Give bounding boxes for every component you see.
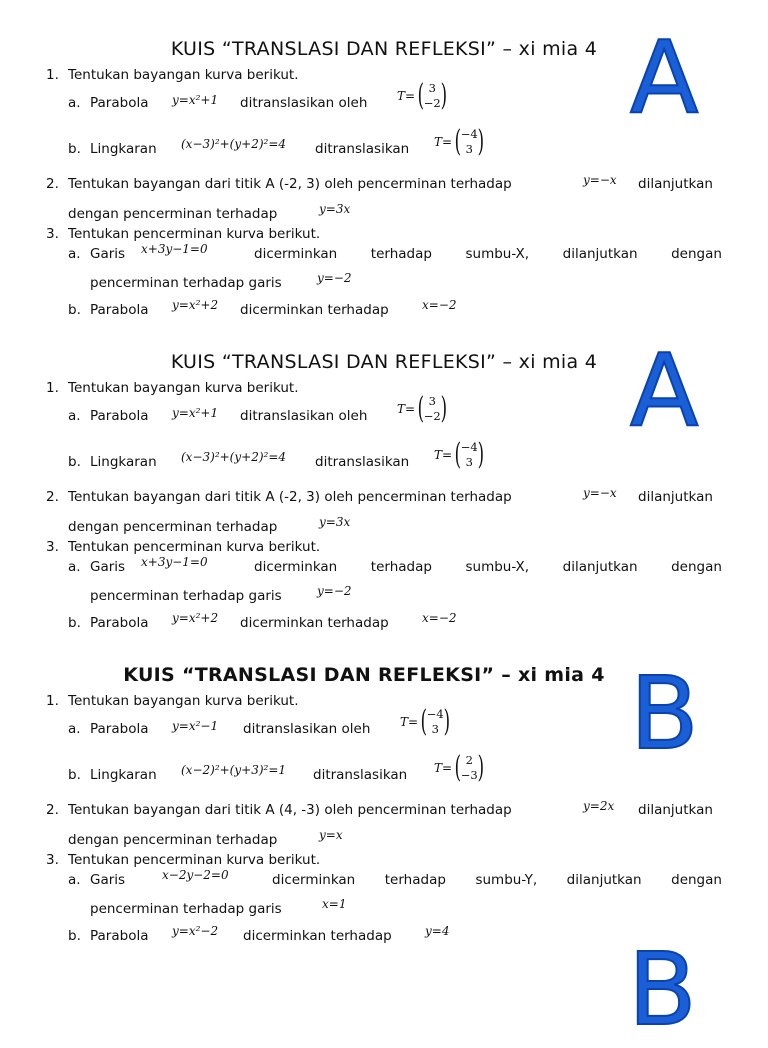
- vector-components: [424, 81, 441, 111]
- translation-vector: [434, 124, 486, 159]
- math-expression: (x−2)²+(y+3)²=1: [181, 763, 287, 777]
- item-action: ditranslasikan oleh: [240, 408, 368, 424]
- vector-top: 2: [465, 753, 473, 767]
- paren-right: ): [440, 78, 447, 113]
- item-label: Parabola: [90, 615, 149, 631]
- item-letter: a.: [68, 408, 81, 424]
- item-letter: b.: [68, 615, 81, 631]
- question-number: 3.: [46, 539, 59, 555]
- math-expression: y=−x: [583, 486, 617, 500]
- word: sumbu-Y,: [475, 872, 538, 888]
- question-text: dilanjutkan: [638, 489, 713, 505]
- math-expression: y=−2: [317, 584, 352, 598]
- question-text: pencerminan terhadap garis: [90, 901, 282, 917]
- word: dicerminkan: [254, 246, 338, 262]
- paren-right: ): [477, 437, 484, 472]
- vector-top: 3: [428, 81, 436, 95]
- math-expression: y=x²+1: [172, 93, 219, 107]
- word: sumbu-X,: [465, 559, 530, 575]
- question-number: 2.: [46, 489, 59, 505]
- item-label: Garis: [90, 246, 126, 262]
- math-expression: y=2x: [583, 799, 615, 813]
- vector-top: −4: [460, 127, 478, 141]
- item-label: Parabola: [90, 721, 149, 737]
- item-letter: b.: [68, 302, 81, 318]
- word: terhadap: [370, 559, 432, 575]
- math-expression: y=−x: [583, 173, 617, 187]
- word: dilanjutkan: [562, 559, 638, 575]
- item-letter: b.: [68, 454, 81, 470]
- math-expression: (x−3)²+(y+2)²=4: [181, 450, 287, 464]
- question-number: 3.: [46, 852, 59, 868]
- question-number: 3.: [46, 226, 59, 242]
- math-expression: y=x²+2: [172, 611, 219, 625]
- question-text: pencerminan terhadap garis: [90, 588, 282, 604]
- item-letter: b.: [68, 767, 81, 783]
- paren-left: (: [454, 437, 462, 472]
- word: dicerminkan: [254, 559, 338, 575]
- version-letter: A: [630, 19, 699, 136]
- vector-label: T=: [434, 761, 453, 775]
- item-label: Garis: [90, 872, 126, 888]
- question-number: 2.: [46, 802, 59, 818]
- word: dengan: [671, 246, 722, 262]
- paren-left: (: [417, 391, 425, 426]
- item-letter: b.: [68, 928, 81, 944]
- item-letter: a.: [68, 95, 81, 111]
- item-action: ditranslasikan oleh: [243, 721, 371, 737]
- version-letter-bottom: B: [628, 931, 697, 1048]
- vector-bottom: 3: [431, 722, 439, 736]
- question-text: Tentukan bayangan kurva berikut.: [68, 67, 299, 83]
- question-text: Tentukan bayangan kurva berikut.: [68, 693, 299, 709]
- question-text: Tentukan pencerminan kurva berikut.: [68, 226, 321, 242]
- question-text: dilanjutkan: [638, 802, 713, 818]
- question-number: 1.: [46, 67, 59, 83]
- justified-line: [254, 246, 722, 262]
- translation-vector: [397, 78, 449, 113]
- vector-bottom: 3: [465, 142, 473, 156]
- item-action: dicerminkan terhadap: [243, 928, 392, 944]
- question-text: dengan pencerminan terhadap: [68, 832, 278, 848]
- vector-label: T=: [434, 135, 453, 149]
- item-action: ditranslasikan: [315, 141, 410, 157]
- vector-bottom: −2: [423, 409, 441, 423]
- quiz-section: [0, 332, 768, 651]
- math-expression: x=−2: [422, 611, 457, 625]
- question-text: Tentukan bayangan kurva berikut.: [68, 380, 299, 396]
- item-label: Lingkaran: [90, 454, 157, 470]
- vector-components: [461, 440, 478, 470]
- quiz-section: [0, 19, 768, 338]
- math-expression: x=1: [322, 897, 347, 911]
- paren-left: (: [417, 78, 425, 113]
- translation-vector: [400, 704, 452, 739]
- math-expression: y=4: [425, 924, 450, 938]
- vector-label: T=: [397, 402, 416, 416]
- item-label: Parabola: [90, 408, 149, 424]
- word: dengan: [671, 872, 722, 888]
- vector-top: −4: [460, 440, 478, 454]
- math-expression: (x−3)²+(y+2)²=4: [181, 137, 287, 151]
- item-label: Parabola: [90, 95, 149, 111]
- vector-label: T=: [400, 715, 419, 729]
- question-text: dengan pencerminan terhadap: [68, 519, 278, 535]
- question-text: Tentukan pencerminan kurva berikut.: [68, 852, 321, 868]
- quiz-section: [0, 655, 768, 964]
- vector-bottom: 3: [465, 455, 473, 469]
- math-expression: y=3x: [319, 515, 351, 529]
- item-label: Lingkaran: [90, 141, 157, 157]
- math-expression: y=3x: [319, 202, 351, 216]
- vector-label: T=: [397, 89, 416, 103]
- math-expression: y=x²+1: [172, 406, 219, 420]
- math-expression: y=x²−1: [172, 719, 219, 733]
- vector-top: 3: [428, 394, 436, 408]
- word: terhadap: [384, 872, 446, 888]
- vector-label: T=: [434, 448, 453, 462]
- paren-right: ): [440, 391, 447, 426]
- math-expression: x+3y−1=0: [141, 555, 208, 569]
- version-letter: A: [630, 332, 699, 449]
- question-number: 1.: [46, 693, 59, 709]
- item-letter: b.: [68, 141, 81, 157]
- item-letter: a.: [68, 721, 81, 737]
- vector-components: [461, 753, 478, 783]
- quiz-title: KUIS “TRANSLASI DAN REFLEKSI” – xi mia 4: [170, 351, 598, 373]
- paren-left: (: [420, 704, 428, 739]
- paren-right: ): [477, 750, 484, 785]
- vector-components: [461, 127, 478, 157]
- math-expression: x−2y−2=0: [162, 868, 229, 882]
- item-action: ditranslasikan: [313, 767, 408, 783]
- translation-vector: [397, 391, 449, 426]
- item-action: dicerminkan terhadap: [240, 302, 389, 318]
- item-action: ditranslasikan oleh: [240, 95, 368, 111]
- question-text: Tentukan bayangan dari titik A (4, -3) oleh pencerminan terhadap: [68, 802, 512, 818]
- word: dengan: [671, 559, 722, 575]
- vector-bottom: −2: [423, 96, 441, 110]
- paren-right: ): [443, 704, 450, 739]
- item-label: Garis: [90, 559, 126, 575]
- justified-line: [254, 559, 722, 575]
- question-text: Tentukan bayangan dari titik A (-2, 3) oleh pencerminan terhadap: [68, 489, 512, 505]
- question-text: dilanjutkan: [638, 176, 713, 192]
- justified-line: [272, 872, 722, 888]
- word: sumbu-X,: [465, 246, 530, 262]
- vector-components: [424, 394, 441, 424]
- quiz-title: KUIS “TRANSLASI DAN REFLEKSI” – xi mia 4: [170, 38, 598, 60]
- vector-top: −4: [426, 707, 444, 721]
- version-letter: B: [630, 655, 699, 772]
- item-label: Parabola: [90, 928, 149, 944]
- item-action: ditranslasikan: [315, 454, 410, 470]
- math-expression: y=x²−2: [172, 924, 219, 938]
- math-expression: y=x: [319, 828, 343, 842]
- translation-vector: [434, 437, 486, 472]
- item-letter: a.: [68, 246, 81, 262]
- question-text: dengan pencerminan terhadap: [68, 206, 278, 222]
- item-letter: a.: [68, 872, 81, 888]
- math-expression: y=x²+2: [172, 298, 219, 312]
- translation-vector: [434, 750, 486, 785]
- question-text: pencerminan terhadap garis: [90, 275, 282, 291]
- item-label: Parabola: [90, 302, 149, 318]
- vector-components: [427, 707, 444, 737]
- word: dilanjutkan: [562, 246, 638, 262]
- word: dicerminkan: [272, 872, 356, 888]
- question-number: 2.: [46, 176, 59, 192]
- paren-left: (: [454, 124, 462, 159]
- quiz-title: KUIS “TRANSLASI DAN REFLEKSI” – xi mia 4: [123, 664, 605, 686]
- math-expression: y=−2: [317, 271, 352, 285]
- math-expression: x+3y−1=0: [141, 242, 208, 256]
- question-text: Tentukan bayangan dari titik A (-2, 3) oleh pencerminan terhadap: [68, 176, 512, 192]
- paren-right: ): [477, 124, 484, 159]
- question-text: Tentukan pencerminan kurva berikut.: [68, 539, 321, 555]
- word: dilanjutkan: [566, 872, 642, 888]
- math-expression: x=−2: [422, 298, 457, 312]
- paren-left: (: [454, 750, 462, 785]
- item-letter: a.: [68, 559, 81, 575]
- question-number: 1.: [46, 380, 59, 396]
- word: terhadap: [370, 246, 432, 262]
- item-label: Lingkaran: [90, 767, 157, 783]
- item-action: dicerminkan terhadap: [240, 615, 389, 631]
- vector-bottom: −3: [460, 768, 478, 782]
